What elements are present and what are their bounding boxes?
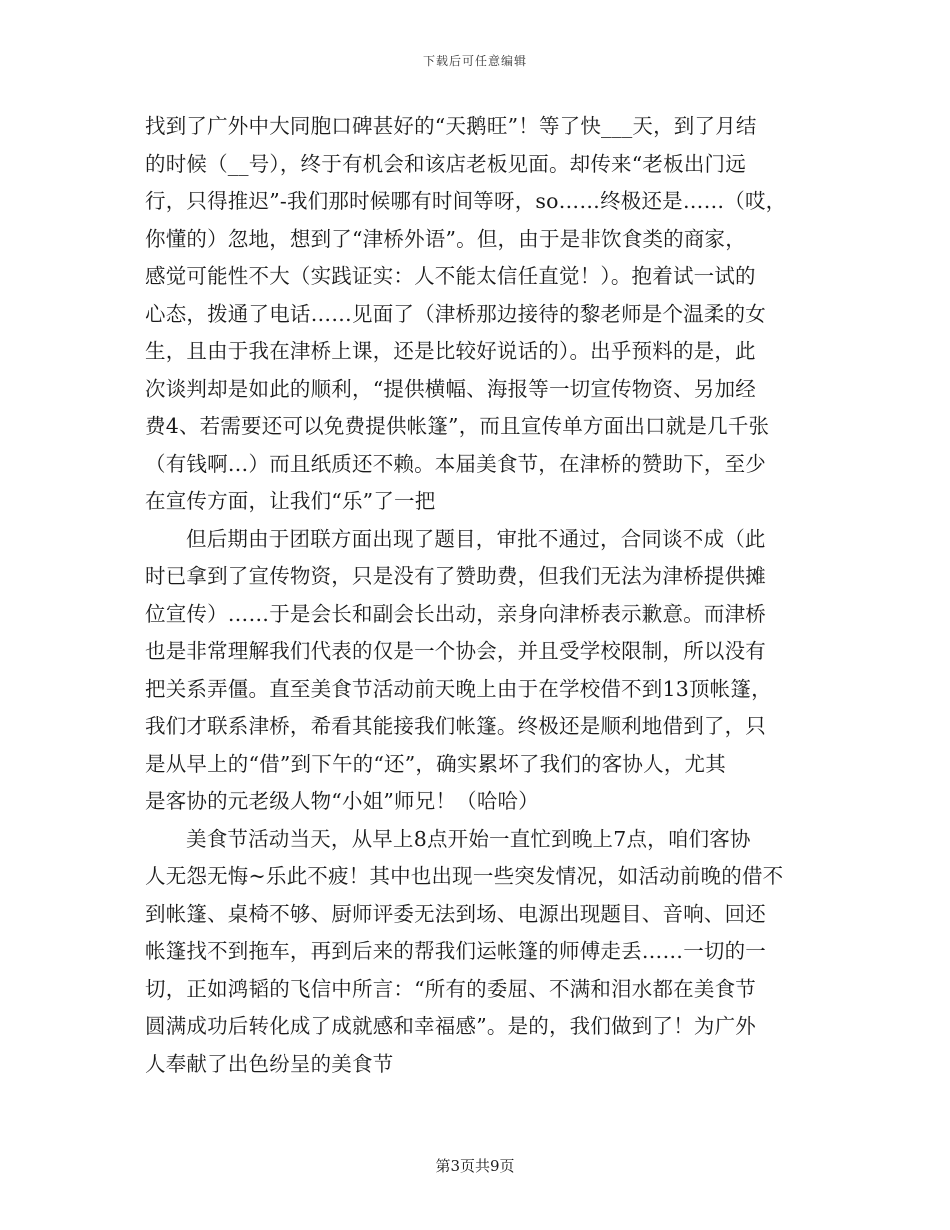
text-line: 也是非常理解我们代表的仅是一个协会，并且受学校限制，所以没有 bbox=[145, 639, 766, 663]
text-line: 人奉献了出色纷呈的美食节 bbox=[145, 1051, 394, 1076]
text-line: 生，且由于我在津桥上课，还是比较好说话的）。出乎预料的是，此 bbox=[145, 339, 756, 363]
text-line: 时已拿到了宣传物资，只是没有了赞助费，但我们无法为津桥提供摊 bbox=[145, 564, 766, 588]
text-line: 位宣传）……于是会长和副会长出动，亲身向津桥表示歉意。而津桥 bbox=[145, 601, 766, 626]
text-line: （有钱啊…）而且纸质还不赖。本届美食节，在津桥的赞助下，至少 bbox=[145, 451, 766, 476]
paragraph-2 bbox=[145, 521, 807, 821]
text-line: 在宣传方面，让我们“乐”了一把 bbox=[145, 489, 436, 513]
text-line: 美食节活动当天，从早上8点开始一直忙到晚上7点，咱们客协 bbox=[186, 826, 751, 851]
page-header: 下载后可任意编辑 bbox=[422, 54, 527, 68]
page-number-footer: 第3页共9页 bbox=[435, 1157, 515, 1175]
text-line: 感觉可能性不大（实践证实：人不能太信任直觉！）。抱着试一试的 bbox=[145, 264, 756, 288]
text-line: 帐篷找不到拖车，再到后来的帮我们运帐篷的师傅走丢……一切的一 bbox=[145, 939, 766, 963]
text-line: 行，只得推迟”-我们那时候哪有时间等呀，so……终极还是……（哎， bbox=[145, 189, 787, 213]
paragraph-1 bbox=[145, 108, 807, 521]
text-line: 次谈判却是如此的顺利，“提供横幅、海报等一切宣传物资、另加经 bbox=[145, 376, 756, 401]
text-line: 是客协的元老级人物“小姐”师兄！（哈哈） bbox=[145, 789, 539, 813]
document-body bbox=[145, 108, 807, 1083]
text-line: 费4、若需要还可以免费提供帐篷”，而且宣传单方面出口就是几千张 bbox=[145, 414, 770, 438]
text-line: 把关系弄僵。直至美食节活动前天晚上由于在学校借不到13顶帐篷， bbox=[145, 676, 772, 701]
text-line: 圆满成功后转化成了成就感和幸福感”。是的，我们做到了！为广外 bbox=[145, 1014, 756, 1038]
text-line: 我们才联系津桥，希看其能接我们帐篷。终极还是顺利地借到了，只 bbox=[145, 714, 766, 738]
text-line: 找到了广外中大同胞口碑甚好的“天鹅旺”！等了快___天，到了月结 bbox=[145, 114, 757, 138]
text-line: 但后期由于团联方面出现了题目，审批不通过，合同谈不成（此 bbox=[186, 526, 766, 551]
text-line: 切，正如鸿韬的飞信中所言：“所有的委屈、不满和泪水都在美食节 bbox=[145, 976, 756, 1001]
text-line: 是从早上的“借”到下午的“还”，确实累坏了我们的客协人，尤其 bbox=[145, 751, 726, 776]
paragraph-3 bbox=[145, 821, 807, 1084]
text-line: 心态，拨通了电话……见面了（津桥那边接待的黎老师是个温柔的女 bbox=[145, 301, 766, 326]
text-line: 的时候（__号），终于有机会和该店老板见面。却传来“老板出门远 bbox=[145, 151, 746, 176]
text-line: 你懂的）忽地，想到了“津桥外语”。但，由于是非饮食类的商家， bbox=[145, 226, 746, 251]
text-line: 到帐篷、桌椅不够、厨师评委无法到场、电源出现题目、音响、回还 bbox=[145, 901, 766, 926]
text-line: 人无怨无悔~乐此不疲！其中也出现一些突发情况，如活动前晚的借不 bbox=[145, 864, 784, 888]
